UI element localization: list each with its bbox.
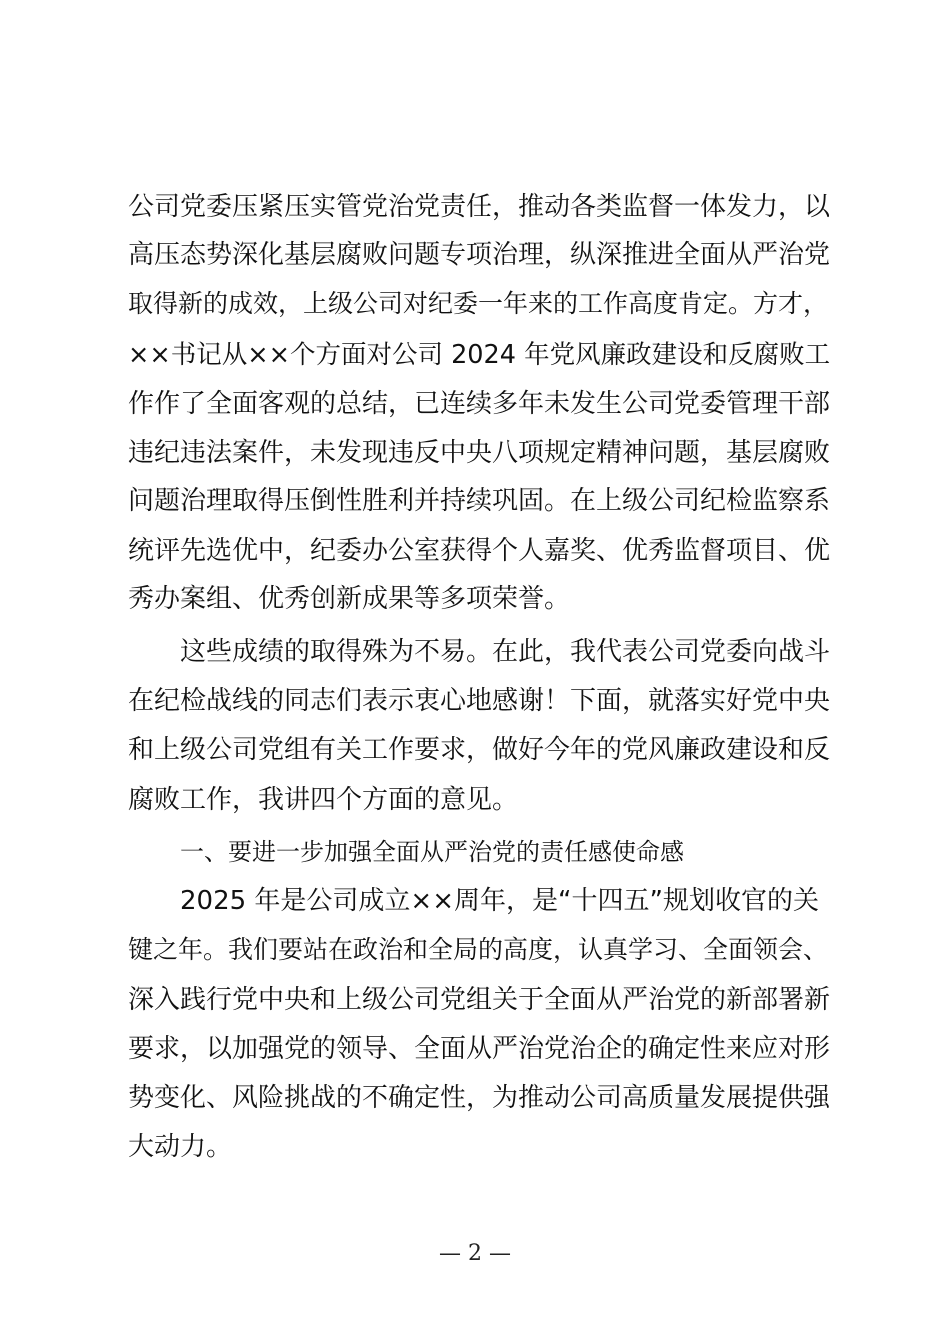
paragraph-line: 深入践行党中央和上级公司党组关于全面从严治党的新部署新	[128, 985, 831, 1015]
page-number: — 2 —	[439, 1241, 511, 1266]
section-heading: 一、要进一步加强全面从严治党的责任感使命感	[180, 838, 684, 866]
paragraph-line: 和上级公司党组有关工作要求，做好今年的党风廉政建设和反	[128, 735, 831, 765]
paragraph-line: 公司党委压紧压实管党治党责任，推动各类监督一体发力，以	[128, 192, 831, 222]
paragraph-line: 取得新的成效，上级公司对纪委一年来的工作高度肯定。方才，	[128, 289, 829, 318]
paragraph-line: 2025 年是公司成立××周年，是“十四五”规划收官的关	[180, 886, 819, 916]
paragraph-line: 秀办案组、优秀创新成果等多项荣誉。	[128, 584, 571, 614]
paragraph-line: 这些成绩的取得殊为不易。在此，我代表公司党委向战斗	[180, 637, 831, 667]
paragraph-line: 键之年。我们要站在政治和全局的高度，认真学习、全面领会、	[128, 935, 829, 964]
paragraph-line: 要求，以加强党的领导、全面从严治党治企的确定性来应对形	[128, 1034, 831, 1064]
paragraph-line: 作作了全面客观的总结，已连续多年未发生公司党委管理干部	[128, 389, 831, 419]
paragraph-line: 统评先选优中，纪委办公室获得个人嘉奖、优秀监督项目、优	[128, 536, 831, 566]
paragraph-line: ××书记从××个方面对公司 2024 年党风廉政建设和反腐败工	[128, 340, 831, 370]
paragraph-line: 在纪检战线的同志们表示衷心地感谢！下面，就落实好党中央	[128, 686, 831, 716]
paragraph-line: 势变化、风险挑战的不确定性，为推动公司高质量发展提供强	[128, 1083, 831, 1113]
paragraph-line: 违纪违法案件，未发现违反中央八项规定精神问题，基层腐败	[128, 438, 831, 468]
paragraph-line: 高压态势深化基层腐败问题专项治理，纵深推进全面从严治党	[128, 240, 831, 270]
paragraph-line: 大动力。	[128, 1132, 233, 1162]
paragraph-line: 腐败工作，我讲四个方面的意见。	[128, 785, 519, 815]
paragraph-line: 问题治理取得压倒性胜利并持续巩固。在上级公司纪检监察系	[128, 486, 831, 516]
